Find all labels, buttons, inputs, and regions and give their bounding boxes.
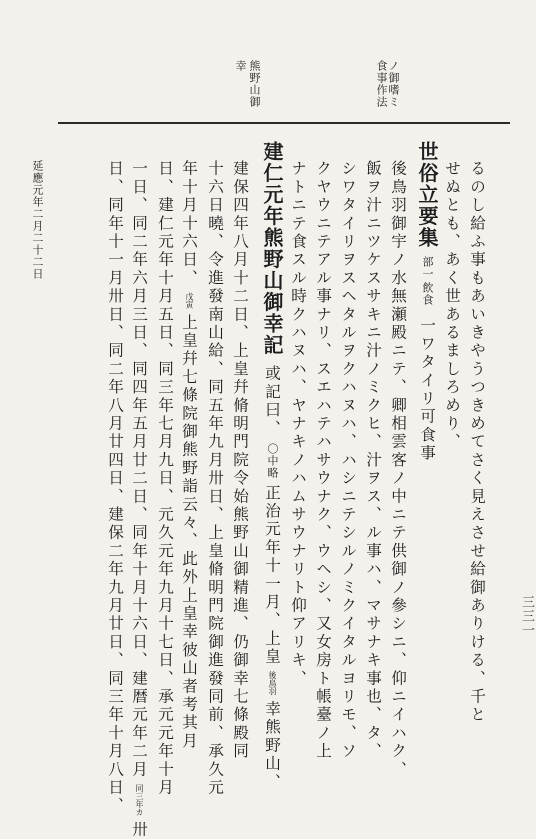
text-line-11: 十六日曉、令進發南山給、同五年九月卅日、上皇脩明門院御進發同前、承久元 xyxy=(206,160,224,797)
text-line-13: 日、建仁元年十月五日、同三年七月九日、元久元年九月十七日、承元元年十月 xyxy=(156,160,174,797)
article-title: 一ワタイリ可食事 xyxy=(418,316,436,463)
text-line-14-part-a: 一日、同二年六月三日、同四年五月廿二日、同年十月十六日、建暦元年二月 xyxy=(130,160,148,779)
book-title-sezoku-ryoshu: 世俗立要集 xyxy=(415,141,439,249)
text-line-6: シワタイリヲスヘタルヲクハヌハ、ハシニテシルノミクイタルヨリモ、ソ xyxy=(339,160,357,761)
omission-mark: 〇中略 xyxy=(266,443,279,479)
margin-note-table-manners-1: 食事作法 xyxy=(375,60,388,108)
text-line-12-part-a: 年十月十六日、 xyxy=(180,160,198,288)
margin-note-kumano-1: 熊野山御 xyxy=(248,60,261,108)
text-line-5: 飯ヲ汁ニツケスサキニ汁ノミクヒ、汁ヲス、ル事ハ、マサナキ事也、タ、 xyxy=(364,160,382,761)
text-line-12 xyxy=(180,160,197,750)
interlinear-note-doukan: 同三年カ xyxy=(135,783,144,816)
section-annotation xyxy=(422,256,433,306)
text-line-12-part-c: 上皇幷七條院御熊野詣云々、此外上皇幸彼山者考其月 xyxy=(180,313,198,751)
page-date: 延應元年二月二十二日 xyxy=(31,160,44,280)
text-line-15: 日、同年十一月卅日、同二年八月廿四日、建保二年九月廿日、同三年十月八日、 xyxy=(106,160,124,816)
annotation-food: 飲食 xyxy=(421,281,434,306)
record-intro: 或記曰、 xyxy=(263,365,281,438)
text-line-7: クヤウニテアル事ナリ、スエハテハサウナク、ウヘシ、又女房ト帳臺ノ上 xyxy=(314,160,332,761)
text-line-14-part-b: 卅 xyxy=(130,821,148,839)
margin-note-kumano-2: 幸 xyxy=(234,60,247,72)
text-line-8: ナトニテ食スル時クハヌハ、ヤナキノハムサウナリト仰アリキ、 xyxy=(289,160,307,688)
text-line-2: せぬとも、あく世あるましろめり、 xyxy=(443,160,461,452)
margin-note-table-manners-2: ノ御嗜ミ xyxy=(387,60,400,108)
text-line-1: るのし給ふ事もあいきやうつきめてさく見えさせ給御ありける、千と xyxy=(468,160,486,725)
text-line-14 xyxy=(130,160,147,839)
interlinear-note-boin: 戊寅 xyxy=(185,292,194,309)
text-line-9 xyxy=(262,141,282,791)
text-line-4: 後鳥羽御宇ノ水無瀬殿ニテ、卿相雲客ノ中ニテ供御ノ參シニ、仰ニイハク、 xyxy=(389,160,407,779)
header-rule xyxy=(58,122,510,124)
text-line-10: 建保四年八月十二日、上皇幷脩明門院令始熊野山御精進、仍御幸七條殿同 xyxy=(231,160,249,761)
text-line-3 xyxy=(417,141,437,462)
page-number: 三三一 xyxy=(519,595,534,637)
record-title-kumano-pilgrimage: 建仁元年熊野山御幸記 xyxy=(260,141,284,356)
interlinear-note-gotoba: 後鳥羽 xyxy=(268,671,277,696)
annotation-part-one: 部一 xyxy=(421,255,434,280)
record-text-end: 幸熊野山、 xyxy=(263,700,281,792)
record-text: 正治元年十一月、上皇 xyxy=(263,484,281,667)
